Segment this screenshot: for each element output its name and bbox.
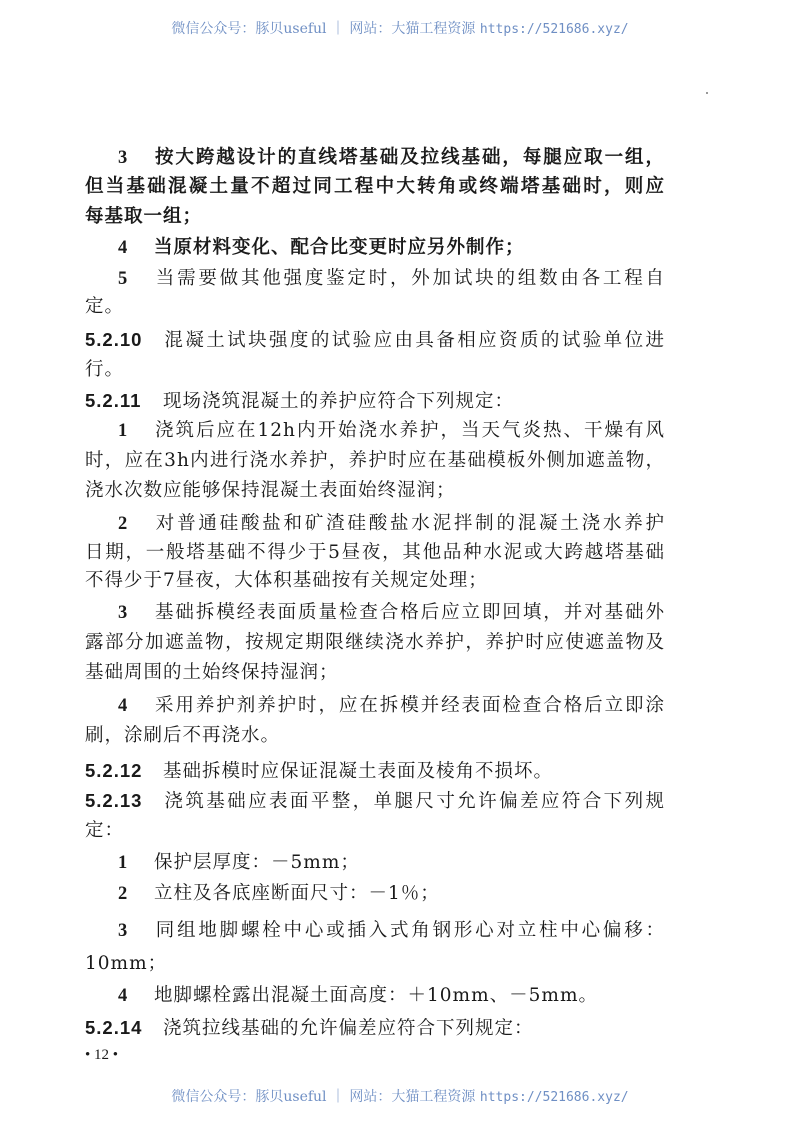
item-number: 3 bbox=[118, 921, 129, 941]
clause bbox=[85, 789, 665, 814]
clause-number: 5.2.13 bbox=[85, 790, 143, 811]
text-line: 但当基础混凝土量不超过同工程中大转角或终端塔基础时，则应 bbox=[85, 176, 665, 197]
item-number: 2 bbox=[118, 514, 129, 534]
list-item bbox=[118, 851, 665, 875]
page-number: • 12 • bbox=[85, 1047, 119, 1063]
text-line: 定： bbox=[85, 820, 125, 841]
watermark-text: 微信公众号：豚贝useful ｜ 网站：大猫工程资源 bbox=[171, 1089, 480, 1105]
clause-number: 5.2.10 bbox=[85, 329, 143, 350]
list-item bbox=[118, 882, 665, 906]
text-line: 不得少于7昼夜，大体积基础按有关规定处理； bbox=[85, 570, 488, 591]
list-item bbox=[118, 601, 665, 625]
clause-number: 5.2.11 bbox=[85, 390, 142, 411]
item-text: 立柱及各底座断面尺寸：－1％； bbox=[154, 883, 440, 904]
text-line: 日期，一般塔基础不得少于5昼夜，其他品种水泥或大跨越塔基础 bbox=[85, 542, 665, 563]
item-text: 地脚螺栓露出混凝土面高度：＋10mm、－5mm。 bbox=[154, 985, 598, 1006]
text-line: 刷，涂刷后不再浇水。 bbox=[85, 725, 281, 746]
text-line: 定。 bbox=[85, 296, 125, 317]
list-item bbox=[118, 512, 665, 536]
item-text: 同组地脚螺栓中心或插入式角钢形心对立柱中心偏移： bbox=[154, 920, 665, 941]
watermark-url: https://521686.xyz/ bbox=[479, 1090, 629, 1105]
item-text: 保护层厚度：－5mm； bbox=[154, 852, 360, 873]
clause-text: 浇筑基础应表面平整，单腿尺寸允许偏差应符合下列规 bbox=[163, 791, 665, 812]
text-line: 时，应在3h内进行浇水养护，养护时应在基础模板外侧加遮盖物， bbox=[85, 450, 665, 471]
clause-number: 5.2.12 bbox=[85, 760, 143, 781]
clause bbox=[85, 328, 665, 353]
watermark-text: 微信公众号：豚贝useful ｜ 网站：大猫工程资源 bbox=[171, 21, 480, 37]
item-text: 浇筑后应在12h内开始浇水养护，当天气炎热、干燥有风 bbox=[154, 420, 665, 441]
item-text: 按大跨越设计的直线塔基础及拉线基础，每腿应取一组， bbox=[154, 147, 665, 168]
text-line: 行。 bbox=[85, 359, 125, 380]
clause-text: 浇筑拉线基础的允许偏差应符合下列规定： bbox=[163, 1018, 534, 1039]
watermark-header bbox=[0, 18, 800, 38]
item-number: 3 bbox=[118, 603, 129, 623]
list-item bbox=[118, 694, 665, 718]
item-number: 3 bbox=[118, 148, 129, 168]
watermark-footer bbox=[0, 1086, 800, 1106]
list-item bbox=[118, 236, 665, 260]
clause-text: 现场浇筑混凝土的养护应符合下列规定： bbox=[163, 391, 515, 412]
clause-number: 5.2.14 bbox=[85, 1017, 143, 1038]
item-number: 4 bbox=[118, 696, 129, 716]
item-text: 采用养护剂养护时，应在拆模并经表面检查合格后立即涂 bbox=[154, 695, 665, 716]
item-text: 当原材料变化、配合比变更时应另外制作； bbox=[154, 237, 525, 258]
item-number: 5 bbox=[118, 269, 129, 289]
watermark-url: https://521686.xyz/ bbox=[479, 22, 629, 37]
item-text: 对普通硅酸盐和矿渣硅酸盐水泥拌制的混凝土浇水养护 bbox=[154, 513, 665, 534]
item-number: 2 bbox=[118, 884, 129, 904]
clause bbox=[85, 1016, 665, 1041]
item-number: 4 bbox=[118, 986, 129, 1006]
item-number: 1 bbox=[118, 853, 129, 873]
item-text: 基础拆模经表面质量检查合格后应立即回填，并对基础外 bbox=[154, 602, 665, 623]
list-item bbox=[118, 919, 665, 943]
clause-text: 混凝土试块强度的试验应由具备相应资质的试验单位进 bbox=[163, 330, 665, 351]
text-line: 10mm； bbox=[85, 953, 168, 974]
list-item bbox=[118, 419, 665, 443]
list-item bbox=[118, 146, 665, 170]
list-item bbox=[118, 984, 665, 1008]
scan-speck bbox=[706, 92, 708, 94]
item-number: 1 bbox=[118, 421, 129, 441]
item-number: 4 bbox=[118, 238, 129, 258]
text-line: 基础周围的土始终保持湿润； bbox=[85, 662, 339, 683]
clause bbox=[85, 759, 665, 784]
text-line: 每基取一组； bbox=[85, 206, 203, 227]
text-line: 露部分加遮盖物，按规定期限继续浇水养护，养护时应使遮盖物及 bbox=[85, 632, 665, 653]
clause-text: 基础拆模时应保证混凝土表面及棱角不损坏。 bbox=[163, 761, 554, 782]
clause bbox=[85, 389, 665, 414]
text-line: 浇水次数应能够保持混凝土表面始终湿润； bbox=[85, 480, 456, 501]
list-item bbox=[118, 267, 665, 291]
item-text: 当需要做其他强度鉴定时，外加试块的组数由各工程自 bbox=[154, 268, 665, 289]
